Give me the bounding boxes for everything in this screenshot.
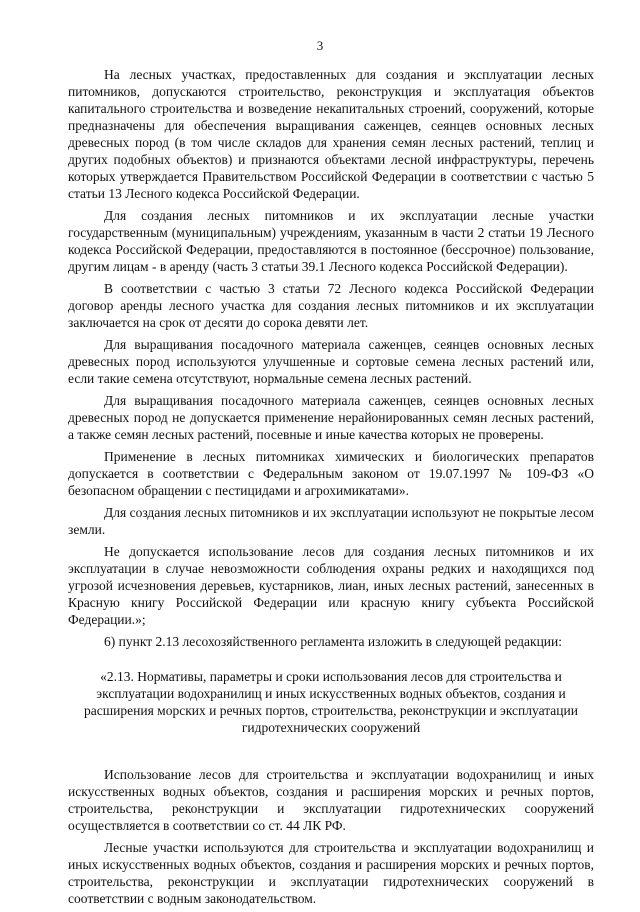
paragraph: В соответствии с частью 3 статьи 72 Лесного кодекса Российской Федерации договор аренды лесного участка для создания лесных питомников и их эксплуатации заключается на срок от десяти до сорока девяти лет.	[68, 281, 594, 330]
paragraph: Для создания лесных питомников и их эксплуатации используют не покрытые лесом земли.	[68, 505, 594, 537]
paragraph: На лесных участках, предоставленных для создания и эксплуатации лесных питомников, допускаются строительство, реконструкция и эксплуатация объектов капитального строительства и возведение некапитальных строений, сооружений, которые предназначены для обеспечения выращивания саженцев, сеянцев основных лесных древесных пород (в том числе складов для хранения семян лесных растений, теплиц и других подобных объектов) и признаются объектами лесной инфраструктуры, перечень которых утверждается Правительством Российской Федерации в соответствии с частью 5 статьи 13 Лесного кодекса Российской Федерации.	[68, 67, 594, 201]
document-body	[68, 66, 594, 912]
paragraph: Использование лесов для строительства и эксплуатации водохранилищ и иных искусственных водных объектов, создания и расширения морских и речных портов, строительства, реконструкции и эксплуатации гидротехнических сооружений осуществляется в соответствии со ст. 44 ЛК РФ.	[68, 767, 594, 833]
paragraph: Для выращивания посадочного материала саженцев, сеянцев основных лесных древесных пород используются улучшенные и сортовые семена лесных растений или, если такие семена отсутствуют, нормальные семена лесных растений.	[68, 337, 594, 386]
paragraph: Применение в лесных питомниках химических и биологических препаратов допускается в соответствии с Федеральным законом от 19.07.1997 № 109-ФЗ «О безопасном обращении с пестицидами и агрохимикатами».	[68, 449, 594, 498]
paragraph: Для создания лесных питомников и их эксплуатации лесные участки государственным (муниципальным) учреждениям, указанным в части 2 статьи 19 Лесного кодекса Российской Федерации, предоставляются в постоянное (бессрочное) пользование, другим лицам - в аренду (часть 3 статьи 39.1 Лесного кодекса Российской Федерации).	[68, 208, 594, 274]
paragraph: Лесные участки используются для строительства и эксплуатации водохранилищ и иных искусственных водных объектов, создания и расширения морских и речных портов, строительства, реконструкции и эксплуатации гидротехнических сооружений в соответствии с водным законодательством.	[68, 840, 594, 906]
paragraph: Для выращивания посадочного материала саженцев, сеянцев основных лесных древесных пород не допускается применение нерайонированных семян лесных растений, а также семян лесных растений, посевные и иные качества которых не проверены.	[68, 393, 594, 442]
paragraph: 6) пункт 2.13 лесохозяйственного регламента изложить в следующей редакции:	[104, 634, 562, 649]
paragraph: Не допускается использование лесов для создания лесных питомников и их эксплуатации в случае невозможности соблюдения охраны редких и находящихся под угрозой исчезновения деревьев, кустарников, лиан, иных лесных растений, занесенных в Красную книгу Российской Федерации или красную книгу субъекта Российской Федерации.»;	[68, 544, 594, 627]
page-number: 3	[316, 38, 324, 53]
section-heading: «2.13. Нормативы, параметры и сроки использования лесов для строительства и эксплуатации водохранилищ и иных искусственных водных объектов, создания и расширения морских и речных портов, строительства, реконструкции и эксплуатации гидротехнических сооружений	[84, 669, 578, 735]
